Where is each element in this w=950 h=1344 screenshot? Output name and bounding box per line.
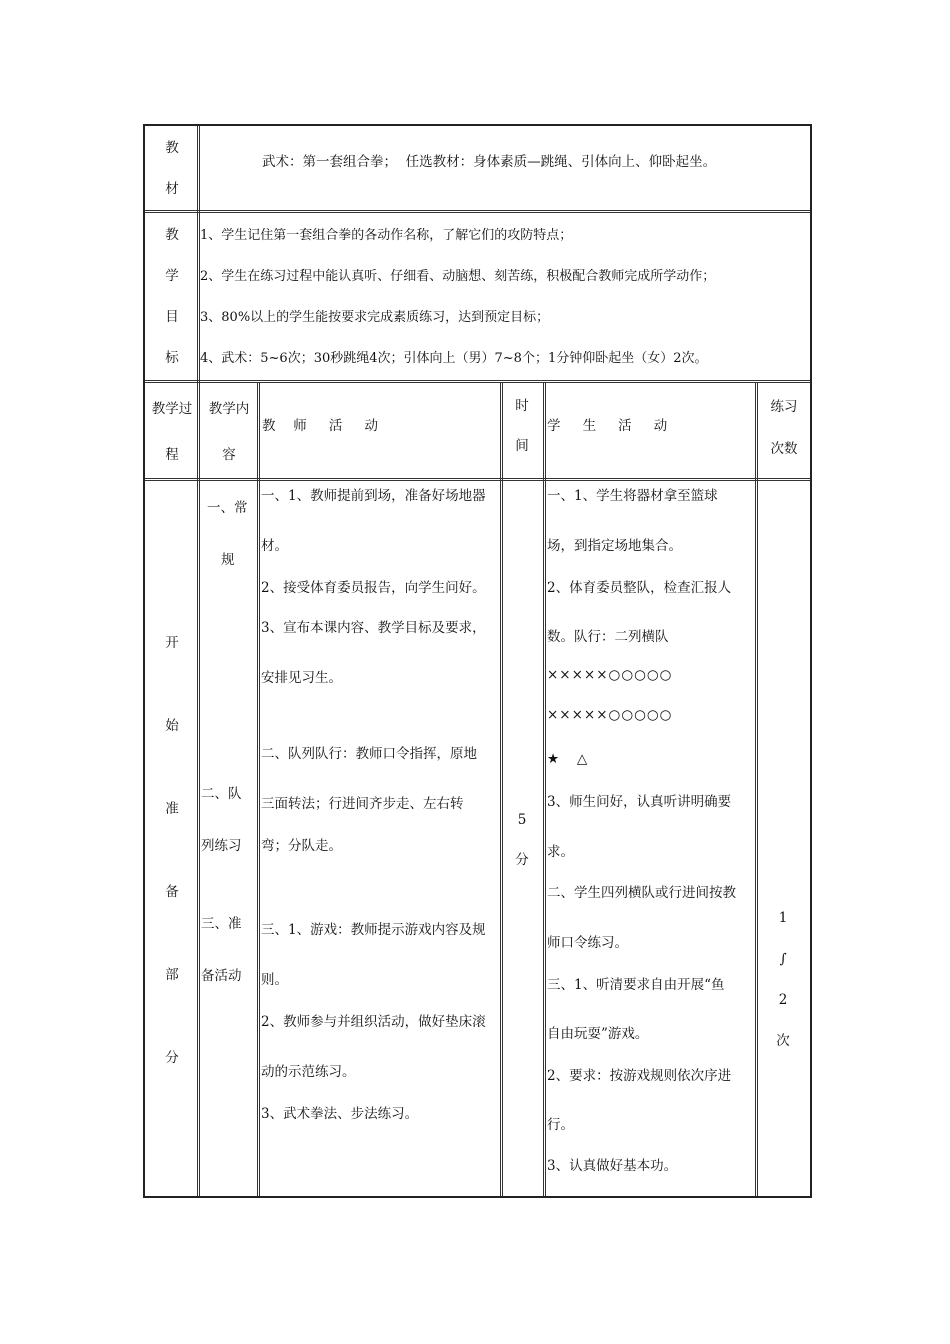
col-divider: [257, 382, 260, 1196]
process-label: 开 始 准 备 部 分: [165, 635, 179, 1066]
practice-count: 1 ∫ 2 次: [776, 910, 790, 1049]
header-content: 教学内 容: [208, 401, 250, 463]
header-process: 教学过 程: [151, 401, 193, 463]
col-divider: [543, 382, 546, 1196]
objective-item: 2、学生在练习过程中能认真听、仔细看、动脑想、刻苦练，积极配合教师完成所学动作；: [200, 269, 716, 284]
objectives-list: [200, 215, 715, 379]
header-teacher-activity: 教 师 活 动: [262, 418, 378, 434]
time-value: 5 分: [515, 812, 529, 868]
objective-item: 1、学生记住第一套组合拳的各动作名称，了解它们的攻防特点；: [200, 228, 573, 243]
header-student-activity: 学 生 活 动: [547, 418, 668, 434]
objectives-label: 教 学 目 标: [165, 227, 179, 366]
objective-item: 4、武术：5~6次；30秒跳绳4次；引体向上（男）7~8个；1分钟仰卧起坐（女）2次。: [200, 351, 708, 366]
header-time: 时 间: [515, 398, 529, 454]
objective-item: 3、80%以上的学生能按要求完成素质练习，达到预定目标；: [200, 310, 550, 325]
col-divider: [500, 382, 503, 1196]
teacher-activity: 一、1、教师提前到场，准备好场地器 材。 2、接受体育委员报告，向学生问好。 3、宣布本课内容、教学目标及要求， 安排见习生。 二、队列队行：教师口令指挥，原地 三面转法；行进间齐步走、左右转 弯；分队走。 三、1、游戏：教师提示游戏内容及规 则。 2、教师参与并组织活动，做好垫床滚 动的示范练习。 3、武术拳法、步法练习。: [261, 488, 486, 1122]
materials-content: 武术：第一套组合拳； 任选教材：身体素质—跳绳、引体向上、仰卧起坐。: [262, 154, 717, 170]
row-divider: [145, 210, 810, 213]
student-activity: 一、1、学生将器材拿至篮球 场，到指定场地集合。 2、体育委员整队，检查汇报人 数。队行：二列横队 ×××××○○○○○ ×××××○○○○○ ★ △ 3、师生问好，认真听讲明确要 求。 二、学生四列横队或行进间按教 师口令练习。 三、1、听清要求自由开展“鱼 自由玩耍”游戏。 2、要求：按游戏规则依次序进 行。 3、认真做好基本功。: [547, 488, 736, 1174]
col-divider: [755, 382, 758, 1196]
materials-label: 教 材: [165, 140, 179, 197]
row-divider: [145, 380, 810, 383]
content-warmup: 三、准 备活动: [201, 916, 242, 984]
row-divider: [145, 478, 810, 481]
content-drill: 二、队 列练习: [201, 786, 242, 854]
header-practice-count: 练习 次数: [770, 399, 798, 457]
content-routine: 一、常 规: [207, 500, 248, 568]
